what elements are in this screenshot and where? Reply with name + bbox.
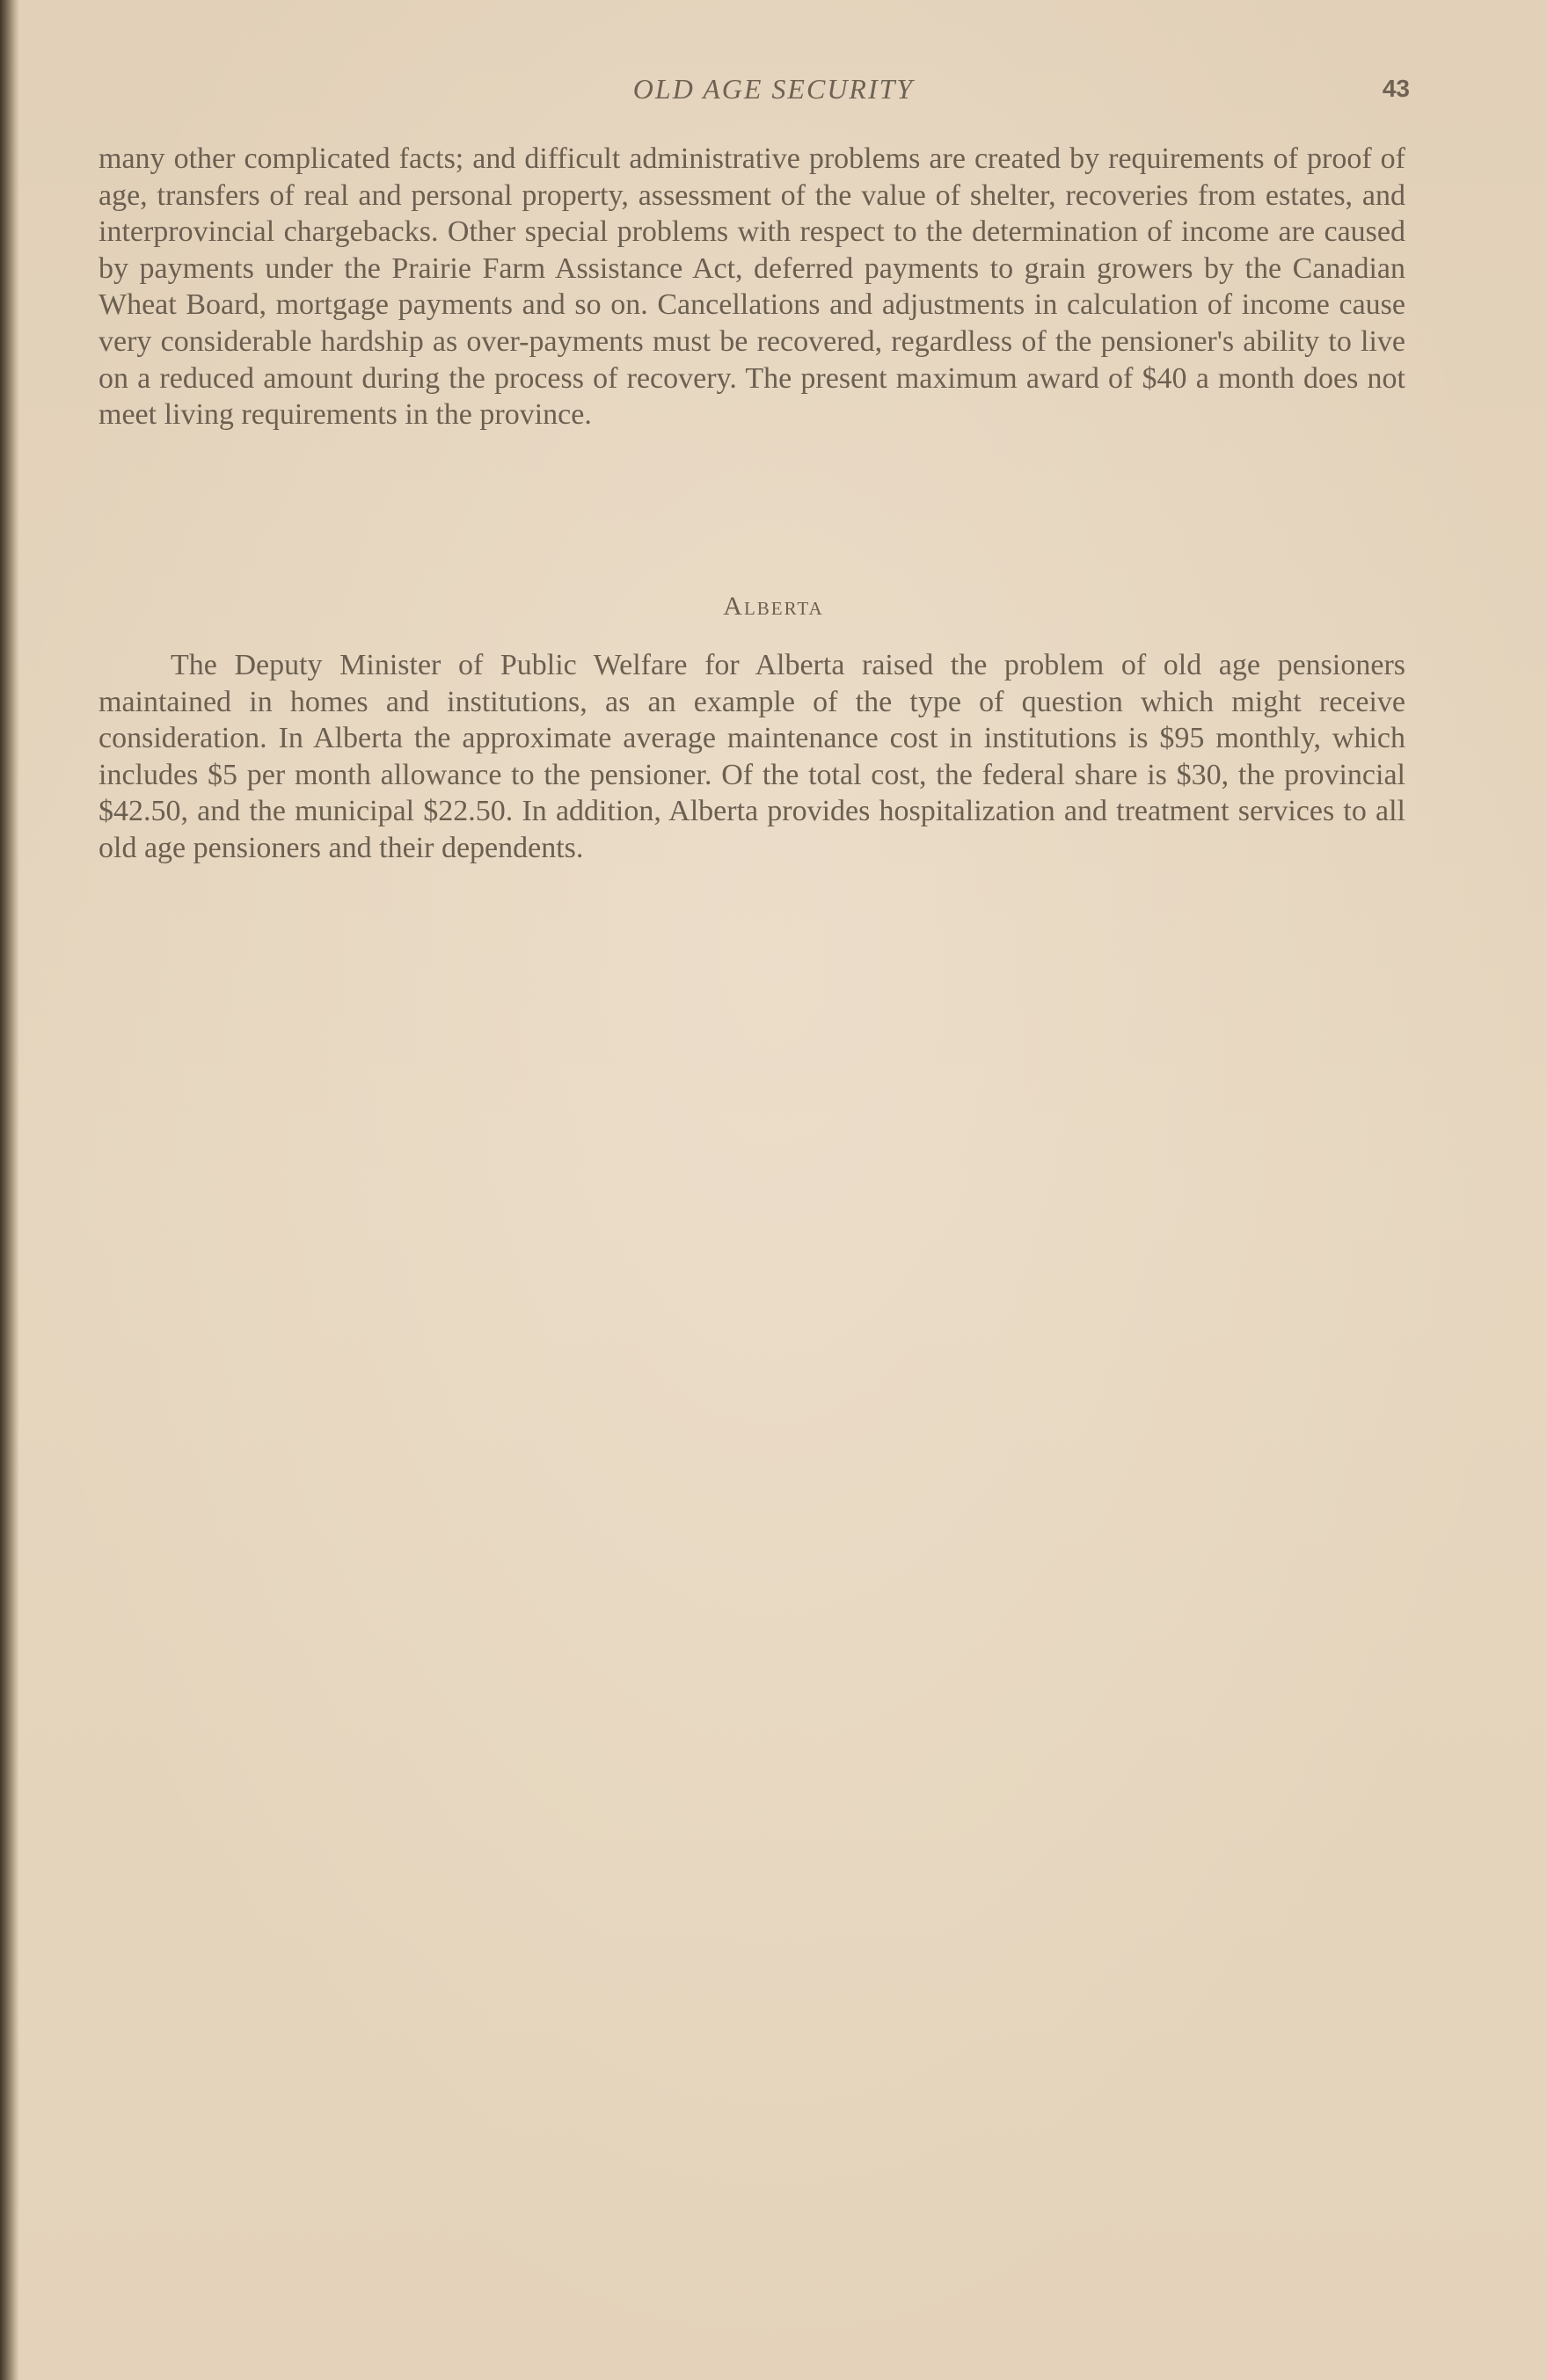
- running-header: [0, 69, 1547, 109]
- page-number: 43: [1382, 75, 1410, 102]
- section-paragraph: The Deputy Minister of Public Welfare for Alberta raised the problem of old age pensioners maintained in homes and institutions, as an example of the type of question which might receive consideration. In Alberta the approximate average maintenance cost in institutions is $95 monthly, which includes $5 per month allowance to the pensioner. Of the total cost, the federal share is $30, the provincial $42.50, and the municipal $22.50. In addition, Alberta provides hospitalization and treatment services to all old age pensioners and their dependents.: [99, 649, 1405, 864]
- running-title: OLD AGE SECURITY: [632, 73, 915, 105]
- section-heading: Alberta: [723, 592, 824, 621]
- body-paragraph: many other complicated facts; and difficult administrative problems are created by requirements of proof of age, transfers of real and personal property, assessment of the value of shelter, recoveries from estates, and interprovincial chargebacks. Other special problems with respect to the determination of income are caused by payments under the Prairie Farm Assistance Act, deferred payments to grain growers by the Canadian Wheat Board, mortgage payments and so on. Cancellations and adjustments in calculation of income cause very considerable hardship as over-payments must be recovered, regardless of the pensioner's ability to live on a reduced amount during the process of recovery. The present maximum award of $40 a month does not meet living requirements in the province.: [99, 142, 1405, 432]
- book-binding-edge: [0, 0, 19, 2380]
